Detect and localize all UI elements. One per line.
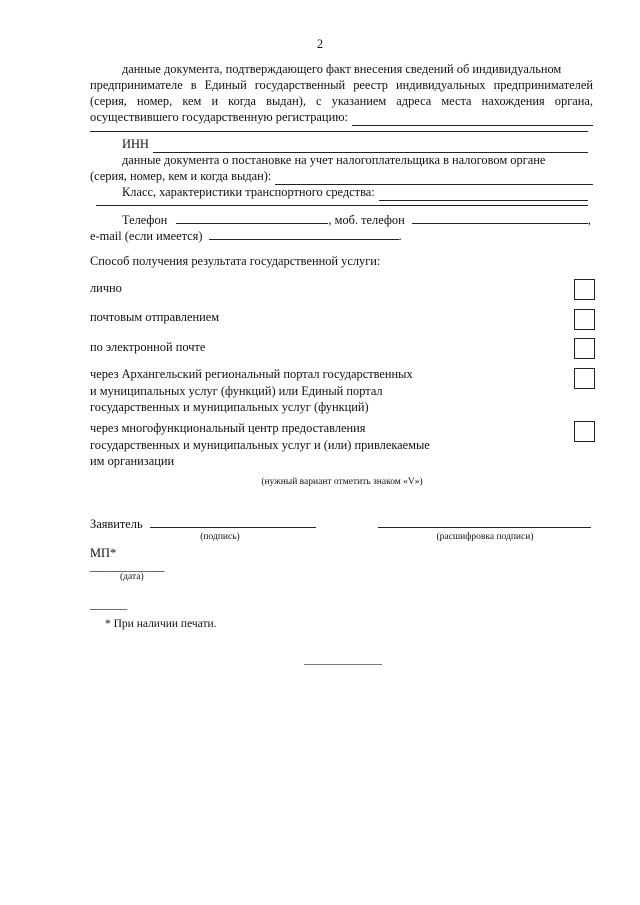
option-portal-line-3: государственных и муниципальных услуг (функций) [90, 400, 369, 414]
option-in-person-label: лично [90, 281, 122, 295]
email-end: . [398, 229, 402, 243]
tax-doc-field[interactable] [275, 172, 593, 185]
mobile-label: , моб. телефон [328, 213, 405, 227]
registration-extra-line[interactable] [90, 131, 588, 132]
option-portal-line-2: и муниципальных услуг (функций) или Единый портал [90, 383, 383, 398]
registration-line-1: данные документа, подтверждающего факт внесения сведений об индивидуальном [122, 62, 562, 76]
option-mfc-label [90, 420, 510, 470]
signature-caption: (подпись) [200, 532, 240, 542]
option-portal-line-1: через Архангельский региональный портал государственных [90, 367, 413, 381]
applicant-row [90, 515, 316, 533]
inn-row [122, 136, 588, 153]
registration-line-2: предпринимателе в Единый государственный реестр индивидуальных предпринимателей [90, 78, 593, 92]
phone-label: Телефон [122, 213, 168, 227]
phone-field[interactable] [176, 211, 328, 224]
option-mfc-checkbox[interactable] [574, 421, 595, 442]
selection-note: (нужный вариант отметить знаком «V») [261, 477, 423, 487]
inn-label: ИНН [122, 137, 149, 151]
stamp-label: МП* [90, 546, 117, 560]
footnote-separator: ______ [90, 597, 128, 611]
end-separator [304, 664, 382, 665]
applicant-label: Заявитель [90, 517, 143, 531]
registration-line-4 [90, 109, 593, 126]
page-number: 2 [316, 37, 324, 51]
vehicle-row [122, 184, 588, 201]
vehicle-extra-line[interactable] [96, 205, 588, 206]
option-mail-label: почтовым отправлением [90, 310, 220, 324]
option-mail-checkbox[interactable] [574, 309, 595, 330]
result-method-heading: Способ получения результата государственной услуги: [90, 254, 381, 268]
email-label: e-mail (если имеется) [90, 229, 203, 243]
option-email-label: по электронной почте [90, 340, 206, 354]
inn-field[interactable] [153, 140, 588, 153]
tax-doc-label: (серия, номер, кем и когда выдан): [90, 169, 272, 183]
option-portal-checkbox[interactable] [574, 368, 595, 389]
applicant-signature-field[interactable] [150, 515, 316, 528]
vehicle-label: Класс, характеристики транспортного средства: [122, 185, 375, 199]
phone-row [122, 211, 596, 229]
email-field[interactable] [209, 227, 399, 240]
date-field[interactable]: _____________ [90, 559, 165, 573]
tax-doc-line-1: данные документа о постановке на учет налогоплательщика в налоговом органе [122, 153, 546, 167]
option-in-person-checkbox[interactable] [574, 279, 595, 300]
mobile-field[interactable] [412, 211, 588, 224]
tax-doc-line-2 [90, 168, 593, 185]
registration-authority-field[interactable] [352, 113, 593, 126]
decoding-caption: (расшифровка подписи) [436, 532, 534, 542]
date-caption: (дата) [120, 572, 144, 582]
vehicle-field[interactable] [379, 188, 588, 201]
option-mfc-line-1: через многофункциональный центр предоставления [90, 421, 366, 435]
option-mfc-line-3: им организации [90, 454, 175, 468]
email-row [90, 227, 402, 245]
option-portal-label [90, 366, 490, 416]
option-mfc-line-2: государственных и муниципальных услуг и (или) привлекаемые [90, 437, 430, 452]
footnote-text: * При наличии печати. [105, 618, 217, 630]
phone-row-comma: , [587, 213, 591, 227]
option-email-checkbox[interactable] [574, 338, 595, 359]
registration-authority-label: осуществившего государственную регистрацию: [90, 110, 348, 124]
registration-line-3: (серия, номер, кем и когда выдан), с указанием адреса места нахождения органа, [90, 94, 593, 108]
applicant-decoding-field[interactable] [378, 527, 591, 528]
